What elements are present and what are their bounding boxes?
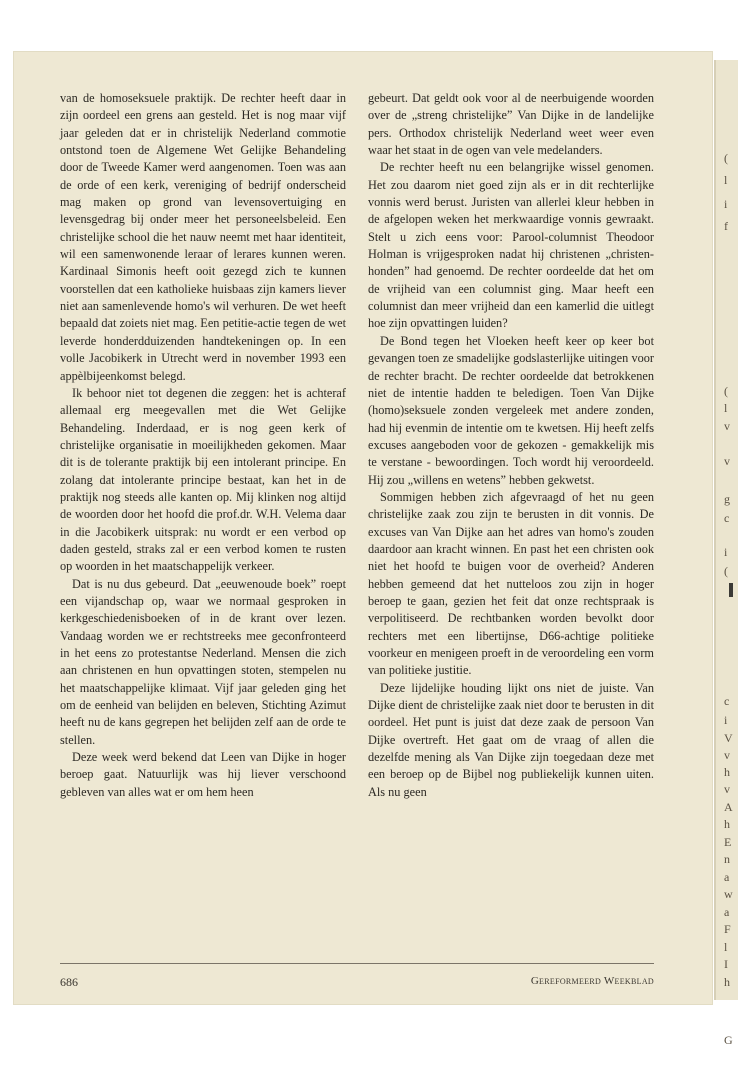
edge-bar	[729, 583, 733, 597]
edge-char: v	[724, 454, 730, 468]
edge-char: h	[724, 817, 730, 831]
journal-name: Gereformeerd Weekblad	[530, 975, 654, 987]
edge-char: v	[724, 748, 730, 762]
paragraph: Ik behoor niet tot degenen die zeggen: het is achteraf allemaal erg meegevallen met die Wet Gelijke Behandeling. Inderdaad, er is nog geen kerk of christelijke organisatie in moeilijkheden gekomen. Maar dit is de tolerante praktijk bij een intolerant principe. En zolang dat intolerante principe bestaat, kan het in de praktijk nog steeds alle kanten op. Mij klinken nog altijd de woorden door het hoofd die prof.dr. W.H. Velema daar in die Jacobikerk uitsprak: nu wordt er een verbod op daden gesteld, straks zal er een verbod komen te rusten op woorden in het maatschappelijk verkeer.	[60, 385, 346, 574]
edge-char: h	[724, 765, 730, 779]
edge-char: l	[724, 401, 728, 415]
edge-char: g	[724, 492, 730, 506]
edge-char: i	[724, 197, 728, 211]
paragraph: De rechter heeft nu een belangrijke wissel genomen. Het zou daarom niet goed zijn als er in dit rechterlijke vonnis werd berust. Juristen van allerlei kleur hebben in de afgelopen weken het merkwaardige vonnis gewraakt. Stelt u zich eens voor: Parool-columnist Theodoor Holman is vrijgesproken nadat hij christenen „christen-honden” had genoemd. De rechter oordeelde dat het om de vrijheid van een columnist ging. Maar heeft een columnist dan meer vrijheid dan een kamerlid die uitlegt hoe zijn opvattingen luiden?	[368, 160, 654, 331]
edge-char: E	[724, 835, 732, 849]
edge-char: i	[724, 545, 728, 559]
paragraph: Dat is nu dus gebeurd. Dat „eeuwenoude boek” roept een vijandschap op, waar we normaal gesproken in kerkgeschiedenisboeken of in de krant over lezen. Vandaag worden we er rechtstreeks mee geconfronteerd in het eens zo protestantse Nederland. Mensen die zich aan christenen en hun opvattingen stoten, stempelen nu het maatschappelijke klimaat. Vijf jaar geleden ging het om de eenheid van belijden en beleven, Stichting Azimut heeft nu de kans gegrepen het belijden zelf aan de orde te stellen.	[60, 576, 346, 747]
edge-char: F	[724, 922, 731, 936]
edge-char: (	[724, 384, 728, 398]
paragraph: gebeurt. Dat geldt ook voor al de neerbuigende woorden over de „streng christelijke” Van Dijke in de landelijke pers. Orthodox christelijk Nederland weet weer even waar het staat in de ogen van vele medelanders.	[368, 91, 654, 158]
edge-char: l	[724, 940, 728, 954]
edge-char: A	[724, 800, 733, 814]
edge-char: I	[724, 957, 728, 971]
paragraph: Sommigen hebben zich afgevraagd of het nu geen christelijke zaak zou zijn te berusten in dit vonnis. De excuses van Van Dijke aan het adres van homo's zouden daardoor aan kracht winnen. En past het een christen ook niet het hoofd te buigen voor de overheid? Anderen hebben gemeend dat het nutteloos zou zijn in hoger beroep te gaan, gezien het feit dat onze rechtspraak is verpolitiseerd. De rechtbanken worden bevolkt door rechters met een libertijnse, D66-achtige politieke voorkeur en menigeen proeft in de veroordeling een vorm van politieke justitie.	[368, 489, 654, 678]
edge-char: v	[724, 782, 730, 796]
edge-char: v	[724, 419, 730, 433]
edge-char: n	[724, 852, 730, 866]
edge-char: c	[724, 694, 730, 708]
footer-rule	[60, 963, 654, 964]
edge-char: V	[724, 731, 733, 745]
edge-char: a	[724, 905, 730, 919]
next-page-edge	[714, 60, 738, 1047]
paragraph: Deze lijdelijke houding lijkt ons niet de juiste. Van Dijke dient de christelijke zaak niet door te berusten in dit oordeel. Het punt is juist dat deze zaak de persoon Van Dijke overtreft. Het gaat om de vraag of allen die dezelfde mening als Van Dijke zijn toegedaan deze met een beroep op de Bijbel nog publiekelijk kunnen uiten. Als nu geen	[368, 680, 654, 799]
text-column-left	[60, 90, 346, 801]
edge-char: a	[724, 870, 730, 884]
paragraph: De Bond tegen het Vloeken heeft keer op keer bot gevangen toen ze smadelijke godslasterlijke uitingen voor de rechter bracht. De rechter oordeelde dat betrokkenen niet de intentie hadden te beledigen. Toen Van Dijke (homo)seksuele zonden vergeleek met andere zonden, had hij evenmin de intentie om te kwetsen. Hij heeft zelfs excuses aangeboden voor de gekozen - gemakkelijk mis te verstane - bewoordingen. Toch wordt hij veroordeeld. Hij zou „willens en wetens” hebben gekwetst.	[368, 333, 654, 487]
edge-char: i	[724, 713, 728, 727]
edge-char: (	[724, 151, 728, 165]
edge-char: G	[724, 1033, 733, 1047]
paragraph: van de homoseksuele praktijk. De rechter heeft daar in zijn oordeel een grens aan gesteld. Het is nog maar vijf jaar geleden dat er in christelijk Nederland commotie ontstond toen de Algemene Wet Gelijke Behandeling door de Tweede Kamer werd aangenomen. Toen was aan de orde of een kerk, vereniging of bedrijf onderscheid mag maken op grond van levensovertuiging en levensgedrag bij onder meer het personeelsbeleid. Een christelijke school die het nauw neemt met haar identiteit, wil een samenwonende leraar of lerares kunnen weren. Kardinaal Simonis heeft ooit gezegd zich te kunnen voorstellen dat een katholieke huisbaas zijn kamers liever niet aan samenlevende homo's wil verhuren. De wet heeft bepaald dat zoiets niet mag. Een petitie-actie tegen de wet leverde honderdduizenden handtekeningen op. In een volle Jacobikerk in Utrecht werd in november 1993 een appèlbijeenkomst belegd.	[60, 91, 346, 383]
edge-char: f	[724, 219, 728, 233]
paragraph: Deze week werd bekend dat Leen van Dijke in hoger beroep gaat. Natuurlijk was hij liever verschoond gebleven van alles wat er om hem heen	[60, 750, 346, 799]
page-number: 686	[60, 975, 78, 989]
text-column-right	[368, 90, 654, 801]
edge-char: h	[724, 975, 730, 989]
edge-char: l	[724, 173, 728, 187]
edge-char: w	[724, 887, 733, 901]
edge-char: (	[724, 564, 728, 578]
edge-char: c	[724, 511, 730, 525]
